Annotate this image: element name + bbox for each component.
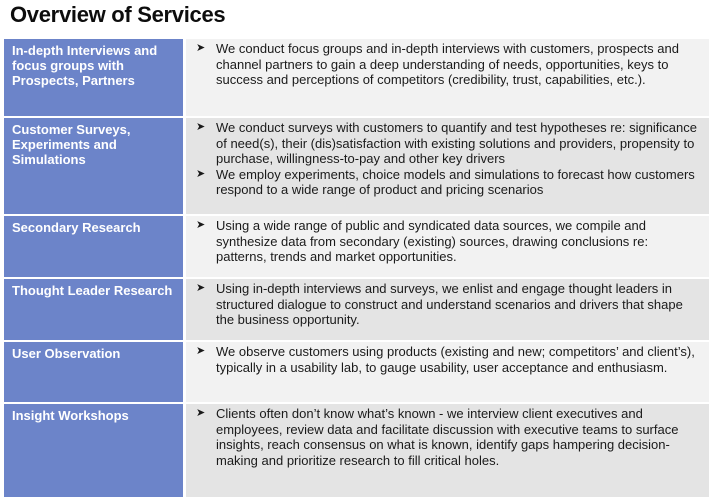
- arrow-bullet-icon: ➤: [196, 345, 206, 357]
- bullet-item: ➤ Clients often don’t know what’s known - we interview client executives and employees, review data and facilitate discussion with executive teams to surface insights, reach consensus on what is known, identify gaps hampering decision-making and prioritize research to fill critical holes.: [196, 406, 679, 468]
- service-description: [183, 118, 709, 214]
- service-label: In-depth Interviews and focus groups with Prospects, Partners: [4, 39, 183, 116]
- bullet-item: ➤ We conduct focus groups and in-depth interviews with customers, prospects and channel partners to gain a deep understanding of needs, opportunities, keys to success and perceptions of competitors (credibility, trust, capabilities, etc.).: [196, 41, 679, 87]
- service-description: [183, 404, 709, 497]
- service-row-surveys: [4, 116, 709, 214]
- service-description: [183, 39, 709, 116]
- service-label: Customer Surveys, Experiments and Simulations: [4, 118, 183, 214]
- bullet-item: ➤ We employ experiments, choice models and simulations to forecast how customers respond to a wide range of product and pricing scenarios: [196, 166, 695, 197]
- bullet-item: ➤ Using in-depth interviews and surveys, we enlist and engage thought leaders in structured dialogue to construct and understand scenarios and drivers that shape the business opportunity.: [196, 281, 683, 327]
- service-label: Secondary Research: [4, 216, 183, 277]
- service-description: [183, 342, 709, 402]
- service-row-workshops: [4, 402, 709, 497]
- arrow-bullet-icon: ➤: [196, 121, 206, 133]
- service-label: Thought Leader Research: [4, 279, 183, 340]
- bullet-item: ➤ We observe customers using products (existing and new; competitors’ and client’s), typically in a usability lab, to gauge usability, user acceptance and enthusiasm.: [196, 344, 695, 375]
- services-table: [4, 37, 709, 497]
- service-row-user-observation: [4, 340, 709, 402]
- page-title: Overview of Services: [10, 2, 226, 27]
- arrow-bullet-icon: ➤: [196, 282, 206, 294]
- service-description: [183, 279, 709, 340]
- bullet-item: ➤ Using a wide range of public and syndicated data sources, we compile and synthesize data from secondary (existing) sources, drawing conclusions re: patterns, trends and market opportunities.: [196, 218, 649, 264]
- bullet-item: ➤ We conduct surveys with customers to quantify and test hypotheses re: significance of need(s), their (dis)satisfaction with existing solutions and providers, propensity to purchase, willingness-to-pay and other key drivers: [196, 120, 697, 166]
- arrow-bullet-icon: ➤: [196, 42, 206, 54]
- service-row-interviews: [4, 37, 709, 116]
- arrow-bullet-icon: ➤: [196, 167, 206, 180]
- arrow-bullet-icon: ➤: [196, 407, 206, 419]
- service-description: [183, 216, 709, 277]
- service-label: Insight Workshops: [4, 404, 183, 497]
- arrow-bullet-icon: ➤: [196, 219, 206, 231]
- service-row-secondary: [4, 214, 709, 277]
- service-row-thought-leader: [4, 277, 709, 340]
- service-label: User Observation: [4, 342, 183, 402]
